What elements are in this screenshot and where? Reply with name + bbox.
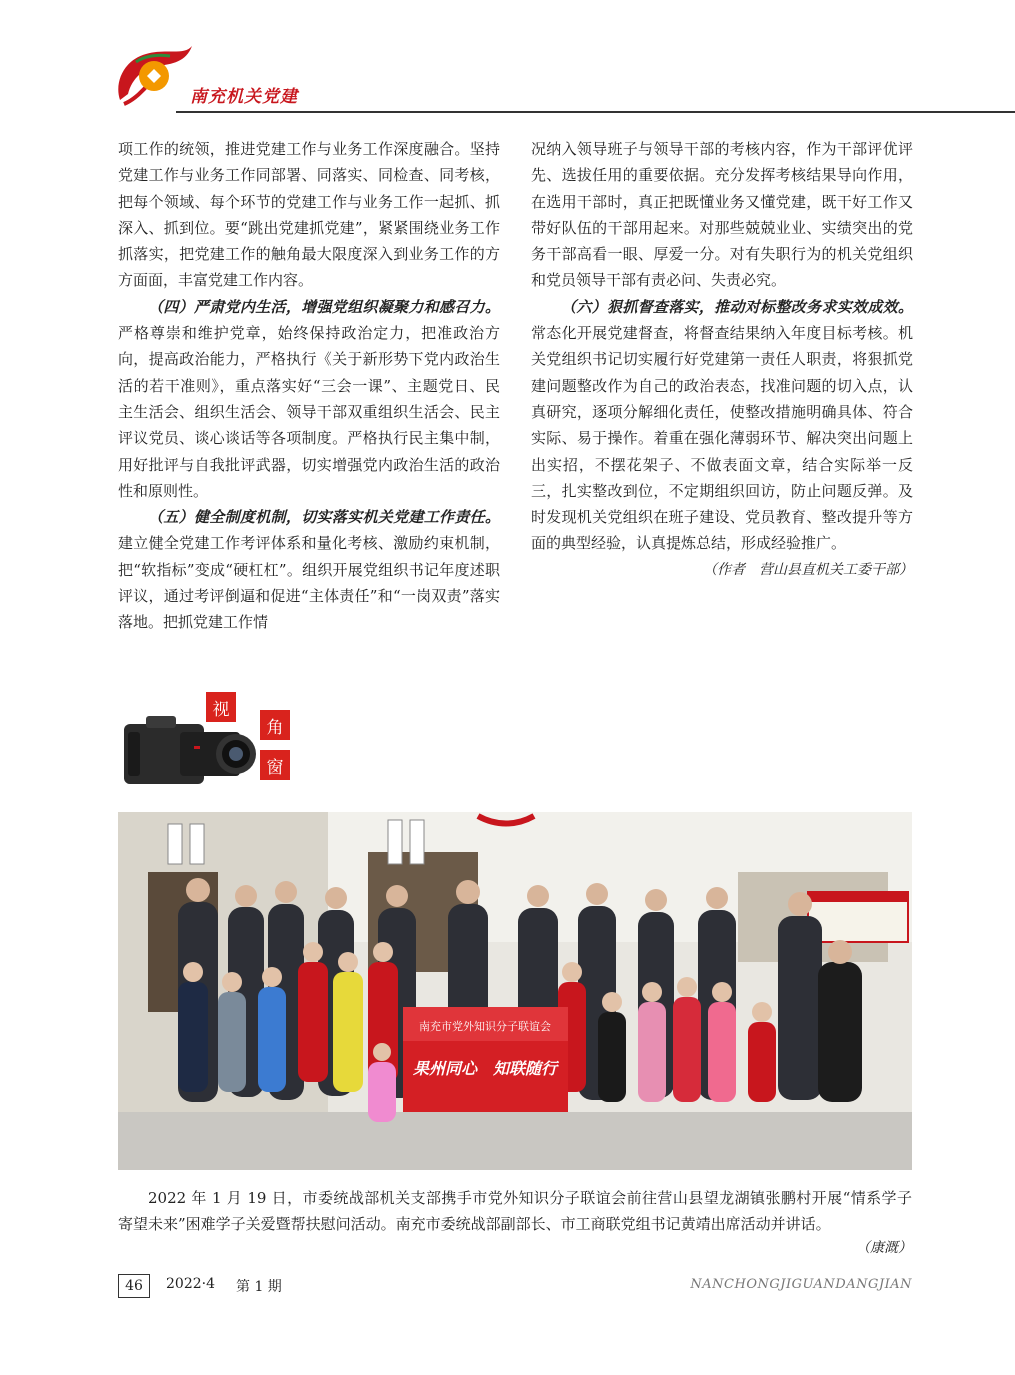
photo-caption: 2022 年 1 月 19 日，市委统战部机关支部携手市党外知识分子联谊会前往营山县望龙湖镇张鹏村开展“情系学子 寄望未来”困难学子关爱暨帮扶慰问活动。南充市委统战部副部长、市工商联党组书记黄靖出席活动并讲话。 [118,1189,928,1233]
paragraph-section-6 [531,294,913,557]
magazine-logo [114,42,194,110]
right-column [531,136,913,583]
paragraph-continuation: 况纳入领导班子与领导干部的考核内容，作为干部评优评先、选拔任用的重要依据。充分发挥考核结果导向作用，在选用干部时，真正把既懂业务又懂党建，既干好工作又带好队伍的干部用起来。对那些兢兢业业、实绩突出的党务干部高看一眼、厚爱一分。对有失职行为的机关党组织和党员领导干部有责必问、失责必究。 [531,140,913,290]
issue-date: 2022·4 [166,1276,215,1292]
badge-char-1: 视 [206,692,236,722]
issue-number: 第 1 期 [236,1279,282,1295]
banner-slogan: 果州同心 知联随行 [412,1059,558,1078]
paragraph-continuation: 项工作的统领，推进党建工作与业务工作深度融合。坚持党建工作与业务工作同部署、同落实、同检查、同考核，把每个领域、每个环节的党建工作与业务工作一起抓、抓深入、抓到位。要“跳出党建抓党建”，紧紧围绕业务工作抓落实，把党建工作的触角最大限度深入到业务工作的方方面面，丰富党建工作内容。 [118,140,500,290]
header-rule [176,111,1015,113]
section-heading: （六）狠抓督查落实，推动对标整改务求实效成效。 [561,297,913,316]
paragraph-section-4 [118,294,500,504]
author-byline: （作者 营山县直机关工委干部） [703,561,913,578]
section-body: 严格尊崇和维护党章，始终保持政治定力，把准政治方向，提高政治能力，严格执行《关于新形势下党内政治生活的若干准则》，重点落实好“三会一课”、主题党日、民主生活会、组织生活会、领导干部双重组织生活会、民主评议党员、谈心谈话等各项制度。严格执行民主集中制，用好批评与自我批评武器，切实增强党内政治生活的政治性和原则性。 [118,324,500,500]
journal-name: NANCHONGJIGUANDANGJIAN [690,1277,912,1292]
magazine-brand: 南充机关党建 [190,87,298,107]
paragraph-section-5 [118,504,500,635]
page-number: 46 [118,1274,150,1298]
page-footer [118,1274,912,1300]
section-heading: （五）健全制度机制，切实落实机关党建工作责任。 [148,508,500,527]
banner-title: 南充市党外知识分子联谊会 [419,1020,551,1033]
section-badge [118,692,318,802]
caption-author: （康溉） [856,1240,912,1256]
badge-char-3: 窗 [260,750,290,780]
section-body: 建立健全党建工作考评体系和量化考核、激励约束机制，把“软指标”变成“硬杠杠”。组织开展党组织书记年度述职评议，通过考评倒逼和促进“主体责任”和“一岗双责”落实落地。把抓党建工作情 [118,534,500,632]
left-column [118,136,500,636]
group-photo [118,812,912,1170]
badge-char-2: 角 [260,710,290,740]
section-heading: （四）严肃党内生活，增强党组织凝聚力和感召力。 [148,297,500,316]
section-body: 常态化开展党建督查，将督查结果纳入年度目标考核。机关党组织书记切实履行好党建第一责任人职责，将狠抓党建问题整改作为自己的政治表态，找准问题的切入点，认真研究，逐项分解细化责任，使整改措施明确具体、符合实际、易于操作。着重在强化薄弱环节、解决突出问题上出实招，不摆花架子、不做表面文章，结合实际举一反三，扎实整改到位，不定期组织回访，防止问题反弹。及时发现机关党组织在班子建设、党员教育、整改提升等方面的典型经验，认真提炼总结，形成经验推广。 [531,324,913,553]
camera-icon [118,702,258,792]
page-header [0,0,1015,120]
